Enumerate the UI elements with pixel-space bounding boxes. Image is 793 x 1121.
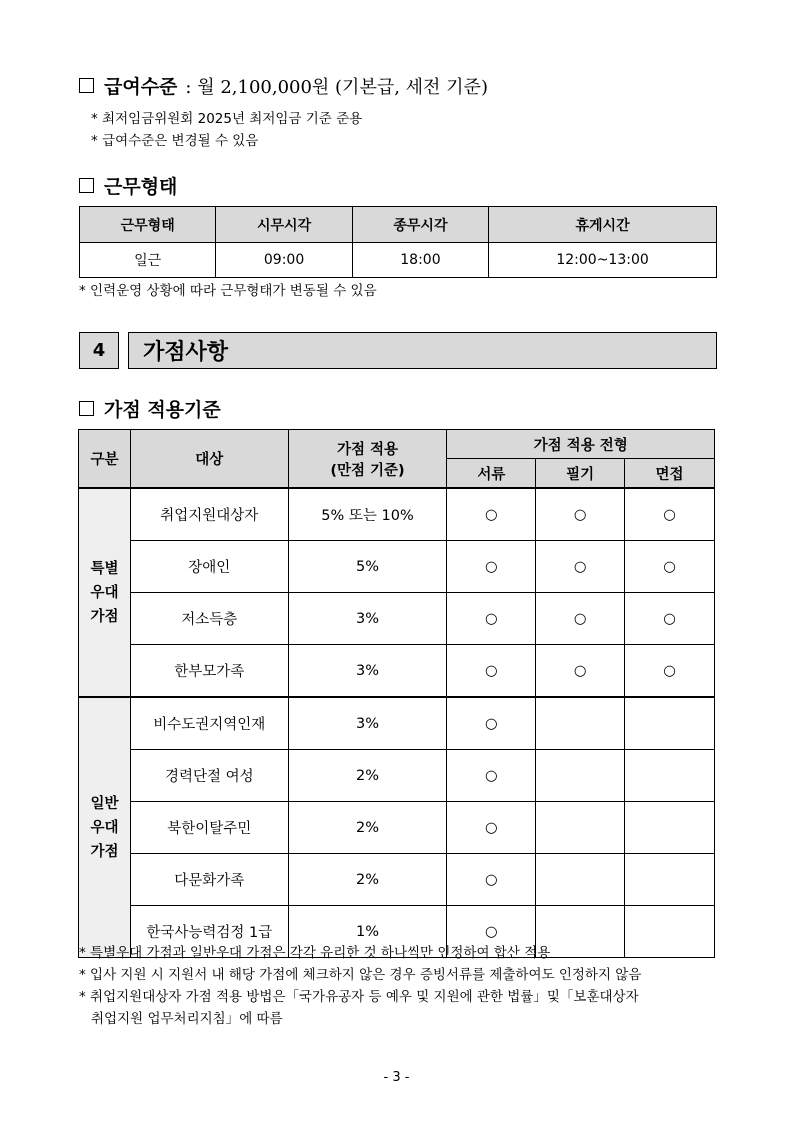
work-type-note: * 인력운영 상황에 따라 근무형태가 변동될 수 있음 xyxy=(79,283,377,299)
row-points: 3% xyxy=(288,593,447,645)
checkbox-square-icon xyxy=(79,401,94,416)
row-points: 2% xyxy=(288,854,447,906)
empty-cell xyxy=(625,697,715,750)
group-label-line: 특별 xyxy=(90,560,119,577)
circle-icon: ○ xyxy=(625,488,715,541)
header-apply-line: 가점 적용 xyxy=(336,441,399,458)
header-apply xyxy=(288,430,447,489)
section-title: 가점사항 xyxy=(128,332,717,369)
empty-cell xyxy=(625,750,715,802)
work-type-heading xyxy=(79,172,177,199)
group-special xyxy=(79,488,131,697)
header-category: 구분 xyxy=(79,430,131,489)
row-target: 장애인 xyxy=(130,541,288,593)
table-header: 종무시각 xyxy=(352,207,488,243)
empty-cell xyxy=(625,802,715,854)
group-label-line: 우대 xyxy=(90,819,119,836)
circle-icon: ○ xyxy=(447,593,536,645)
row-points: 3% xyxy=(288,697,447,750)
header-interview: 면접 xyxy=(625,459,715,489)
bonus-note: * 취업지원대상자 가점 적용 방법은「국가유공자 등 예우 및 지원에 관한 법률」및「보훈대상자 xyxy=(79,989,639,1005)
bonus-note: * 특별우대 가점과 일반우대 가점은 각각 유리한 것 하나씩만 인정하여 합산 적용 xyxy=(79,945,551,961)
row-points: 1% xyxy=(288,906,447,958)
circle-icon: ○ xyxy=(447,854,536,906)
salary-note: * 급여수준은 변경될 수 있음 xyxy=(91,133,259,149)
table-cell: 09:00 xyxy=(216,243,352,278)
circle-icon: ○ xyxy=(447,750,536,802)
row-points: 2% xyxy=(288,750,447,802)
group-general xyxy=(79,697,131,958)
group-label-line: 가점 xyxy=(90,843,119,860)
group-label-line: 우대 xyxy=(90,584,119,601)
group-label-line: 일반 xyxy=(90,795,119,812)
page-number: - 3 - xyxy=(383,1070,410,1085)
row-points: 3% xyxy=(288,645,447,698)
salary-note: * 최저임금위원회 2025년 최저임금 기준 준용 xyxy=(91,111,363,127)
empty-cell xyxy=(536,854,625,906)
section-number: 4 xyxy=(79,332,119,369)
group-label-line: 가점 xyxy=(90,608,119,625)
work-type-table xyxy=(79,206,717,278)
bonus-heading xyxy=(79,395,221,422)
table-header: 근무형태 xyxy=(80,207,216,243)
row-target: 북한이탈주민 xyxy=(130,802,288,854)
header-apply-line: (만점 기준) xyxy=(330,462,405,479)
salary-label: 급여수준 xyxy=(104,76,178,98)
header-target: 대상 xyxy=(130,430,288,489)
bonus-note: * 입사 지원 시 지원서 내 해당 가점에 체크하지 않은 경우 증빙서류를 제출하여도 인정하지 않음 xyxy=(79,967,642,983)
circle-icon: ○ xyxy=(447,697,536,750)
salary-notes xyxy=(91,108,362,152)
circle-icon: ○ xyxy=(447,488,536,541)
row-target: 비수도권지역인재 xyxy=(130,697,288,750)
circle-icon: ○ xyxy=(536,593,625,645)
header-doc: 서류 xyxy=(447,459,536,489)
checkbox-square-icon xyxy=(79,78,94,93)
circle-icon: ○ xyxy=(625,645,715,698)
header-written: 필기 xyxy=(536,459,625,489)
empty-cell xyxy=(536,802,625,854)
bonus-table xyxy=(78,429,715,958)
table-cell: 12:00~13:00 xyxy=(489,243,717,278)
row-target: 한부모가족 xyxy=(130,645,288,698)
empty-cell xyxy=(625,854,715,906)
bonus-notes xyxy=(79,942,729,1030)
salary-value: : 월 2,100,000원 (기본급, 세전 기준) xyxy=(185,76,488,98)
row-target: 경력단절 여성 xyxy=(130,750,288,802)
circle-icon: ○ xyxy=(536,541,625,593)
table-header: 휴게시간 xyxy=(489,207,717,243)
checkbox-square-icon xyxy=(79,178,94,193)
table-cell: 일근 xyxy=(80,243,216,278)
header-stage: 가점 적용 전형 xyxy=(447,430,715,459)
row-points: 5% 또는 10% xyxy=(288,488,447,541)
circle-icon: ○ xyxy=(447,906,536,958)
row-target: 한국사능력검정 1급 xyxy=(130,906,288,958)
circle-icon: ○ xyxy=(447,541,536,593)
bonus-title: 가점 적용기준 xyxy=(104,399,221,421)
circle-icon: ○ xyxy=(625,593,715,645)
row-target: 취업지원대상자 xyxy=(130,488,288,541)
empty-cell xyxy=(536,697,625,750)
salary-heading xyxy=(79,72,488,99)
bonus-note: 취업지원 업무처리지침」에 따름 xyxy=(91,1011,283,1027)
table-header: 시무시각 xyxy=(216,207,352,243)
circle-icon: ○ xyxy=(447,645,536,698)
row-target: 다문화가족 xyxy=(130,854,288,906)
work-type-title: 근무형태 xyxy=(104,176,178,198)
circle-icon: ○ xyxy=(536,488,625,541)
row-points: 5% xyxy=(288,541,447,593)
circle-icon: ○ xyxy=(447,802,536,854)
circle-icon: ○ xyxy=(536,645,625,698)
row-target: 저소득층 xyxy=(130,593,288,645)
empty-cell xyxy=(536,750,625,802)
circle-icon: ○ xyxy=(625,541,715,593)
table-cell: 18:00 xyxy=(352,243,488,278)
row-points: 2% xyxy=(288,802,447,854)
